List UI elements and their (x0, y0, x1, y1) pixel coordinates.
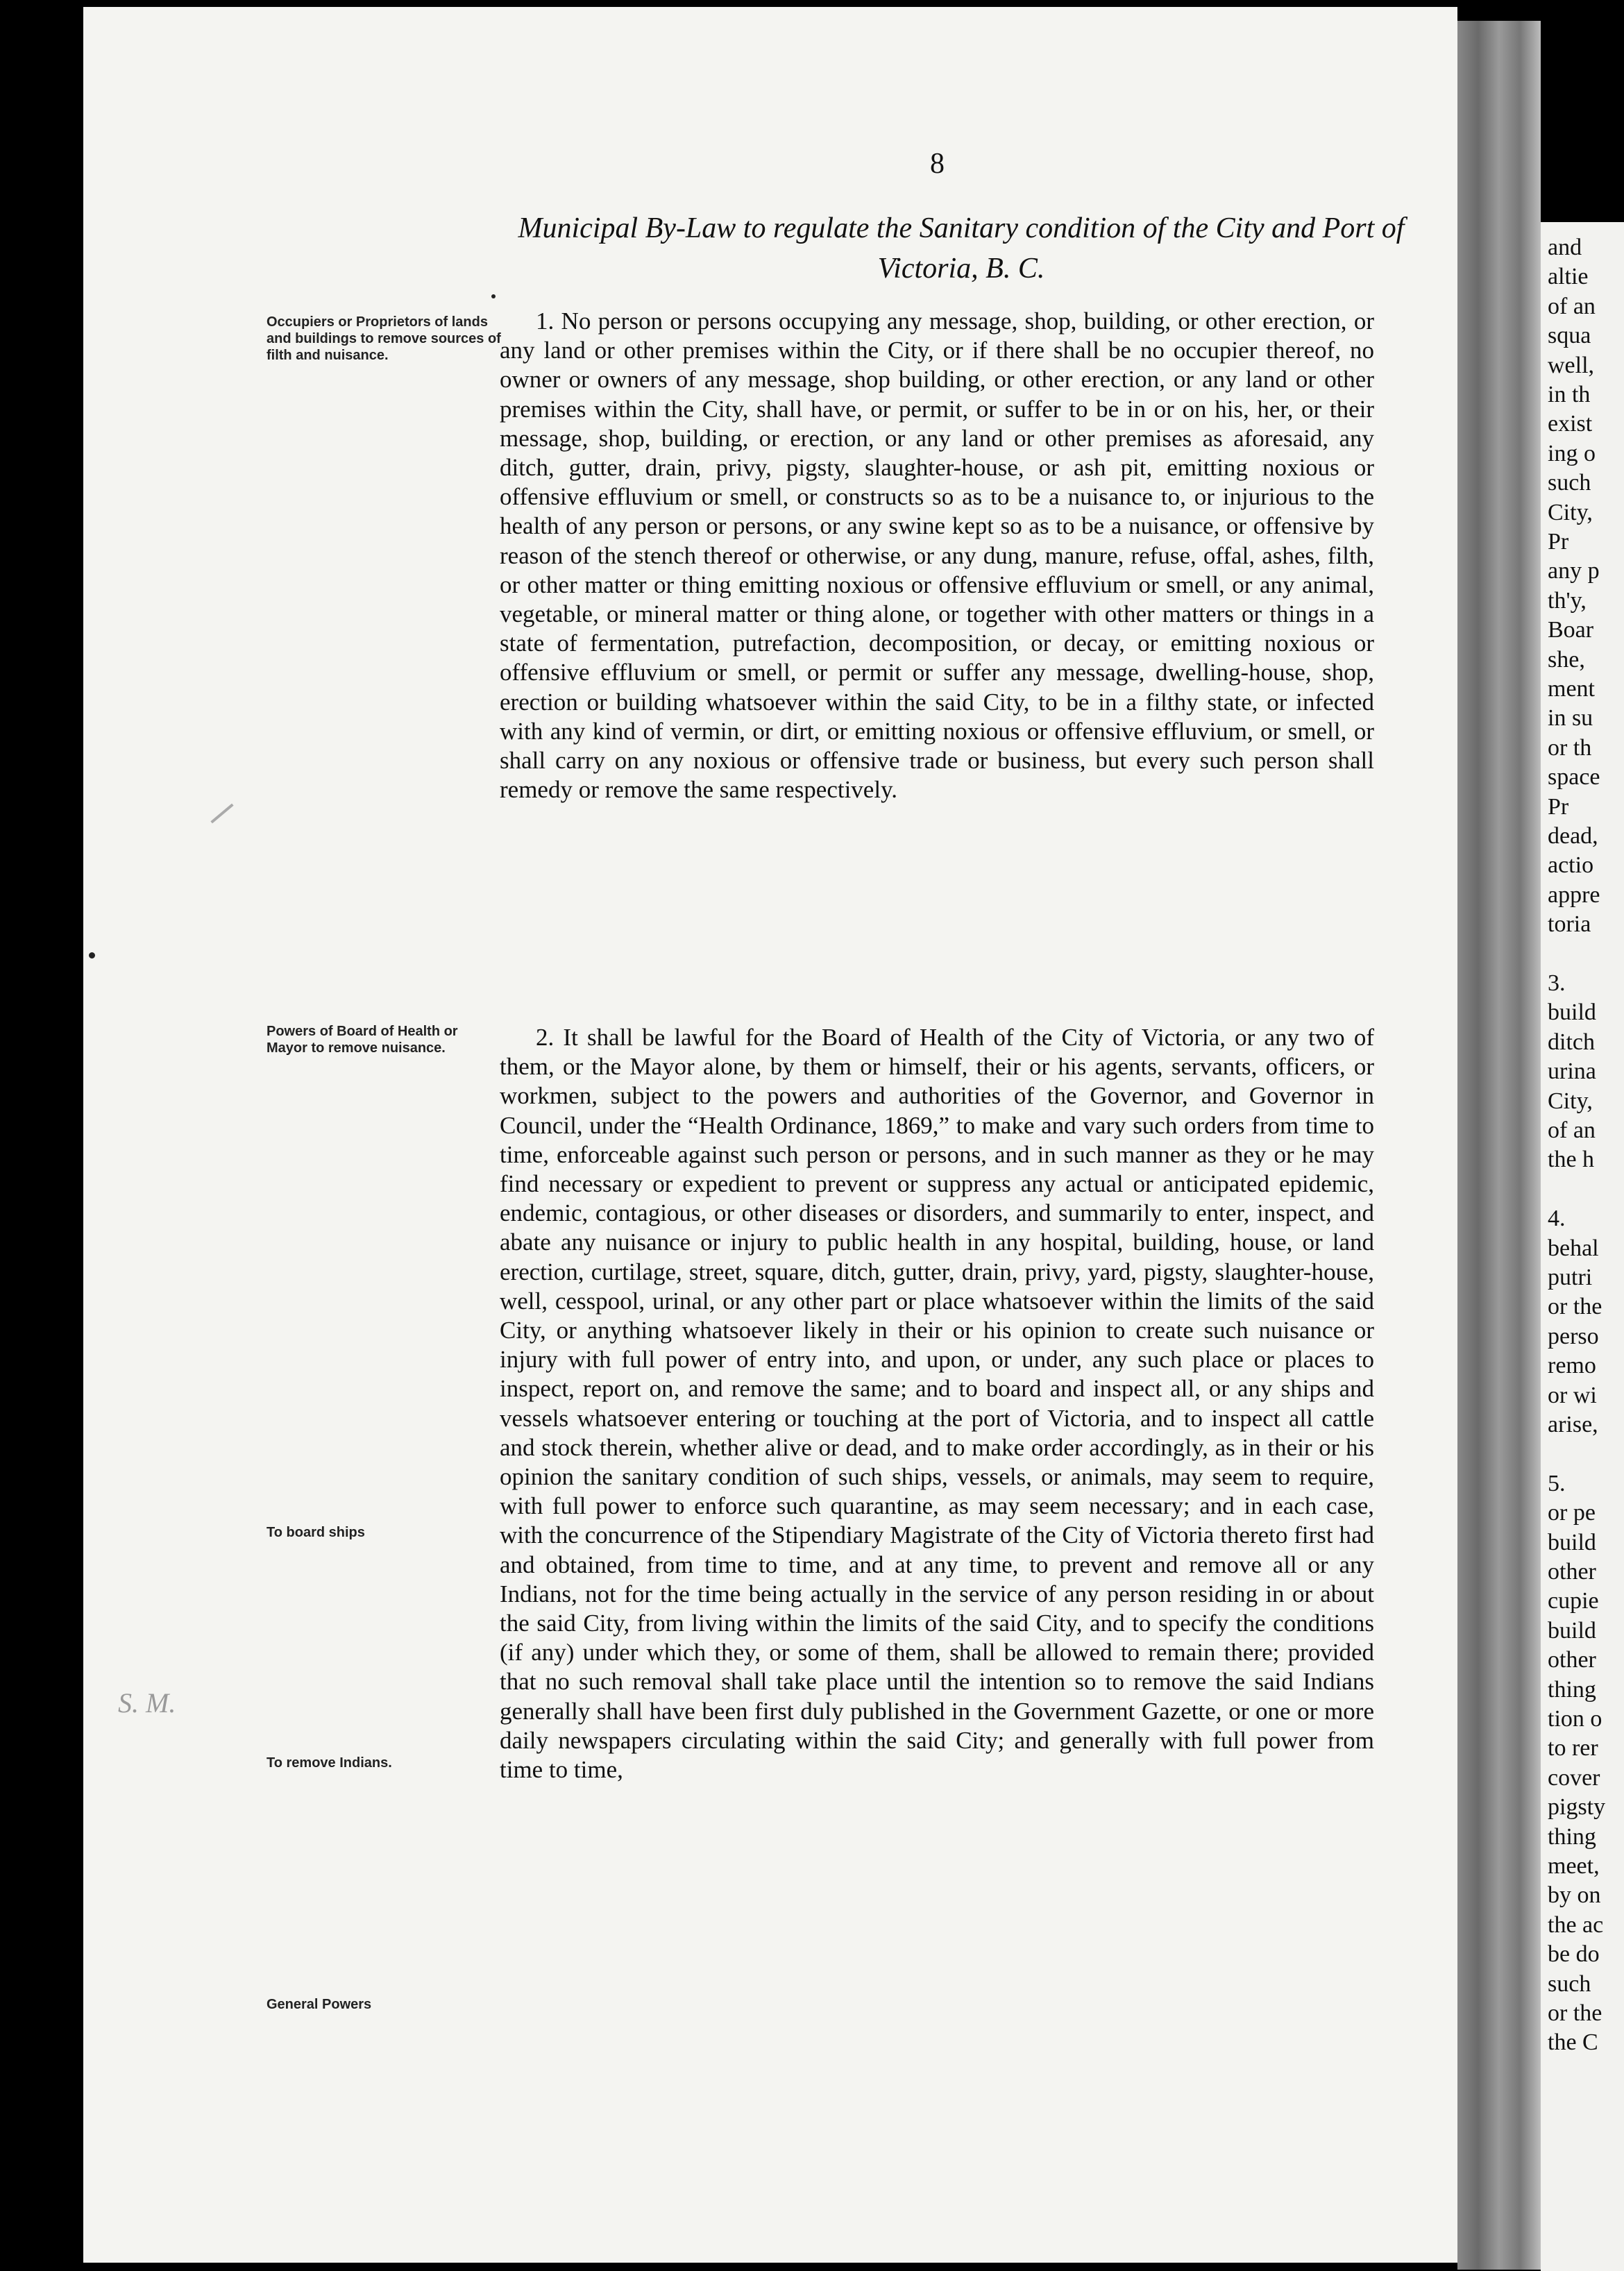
adjacent-page-line: ment (1548, 676, 1595, 702)
adjacent-page-line: arise, (1548, 1412, 1598, 1437)
adjacent-page-line: in th (1548, 382, 1591, 407)
section-2-text: 2. It shall be lawful for the Board of Health of the City of Victoria, or any two of them, or the Mayor alone, by them or himself, their or his agents, servants, officers, or workmen, subject to the powers and authorities of the Governor, and Governor in Council, under the “Health Ordinance, 1869,” to make and vary such orders from time to time, enforceable against such person or persons, and in such manner as they or he may find necessary or expedient to prevent or suppress any actual or anticipated epidemic, endemic, contagious, or other diseases or disorders, and summarily to enter, inspect, and abate any nuisance or injury to public health in any hospital, building, house, or land erection, curtilage, street, square, ditch, gutter, drain, privy, yard, pigsty, slaughter-house, well, cesspool, urinal, or any other part or place whatsoever within the limits of the said City, or anything whatsoever likely in their or his opinion to create such nuisance or injury with full power of entry into, and upon, or under, any such place or places to inspect, report on, and remove the same; and to board and inspect all, or any ships and vessels whatsoever entering or touching at the port of Victoria, and to inspect all cattle and stock therein, whether alive or dead, and to make order accordingly, as in their or his opinion the sanitary condition of such ships, vessels, or animals, may seem to require, with full power to enforce such quarantine, as may seem necessary; and in each case, with the concurrence of the Stipendiary Magistrate of the City of Victoria thereto first had and obtained, from time to time, and at any time, to prevent and remove all or any Indians, not for the time being actually in the service of any person residing in or about the said City, from living within the limits of the said City, and to specify the conditions (if any) under which they, or some of them, shall be allowed to remain there; provided that no such removal shall take place until the intention so to remove the said Indians generally shall have been first duly published in the Government Gazette, or one or more daily newspapers circulating within the said City; and generally with full power from time to time, (500, 1024, 1374, 1784)
adjacent-page-line: well, (1548, 352, 1595, 378)
adjacent-page-line: urina (1548, 1058, 1596, 1085)
adjacent-page-line: or wi (1548, 1382, 1597, 1408)
adjacent-page-line: or the (1548, 2000, 1602, 2026)
adjacent-page-line: in su (1548, 705, 1593, 732)
adjacent-page-line: meet, (1548, 1853, 1600, 1879)
adjacent-page-line: Pr (1548, 793, 1569, 820)
adjacent-page-line: such (1548, 470, 1591, 496)
adjacent-page-line: 3. (1548, 970, 1566, 996)
adjacent-page-line: dead, (1548, 823, 1598, 849)
page-title: Municipal By-Law to regulate the Sanitary condition of the City and Port of Victoria, B. C. (518, 212, 1405, 285)
adjacent-page-line: toria (1548, 911, 1591, 938)
adjacent-page-line: the C (1548, 2029, 1598, 2056)
adjacent-page-line: actio (1548, 852, 1594, 879)
ink-speck (89, 952, 95, 959)
adjacent-page-line: Boar (1548, 617, 1594, 643)
adjacent-page-line: tion o (1548, 1706, 1602, 1732)
adjacent-page-line: or th (1548, 734, 1592, 761)
adjacent-page-line: squa (1548, 323, 1591, 349)
adjacent-page-line: build (1548, 1617, 1596, 1644)
adjacent-page-line: by on (1548, 1882, 1601, 1909)
adjacent-page-line: Pr (1548, 529, 1569, 555)
adjacent-page-line: build (1548, 999, 1596, 1026)
adjacent-page-line: exist (1548, 411, 1593, 437)
margin-note-board-ships: To board ships (267, 1525, 365, 1540)
adjacent-page-line: to rer (1548, 1735, 1598, 1762)
ink-speck (491, 294, 496, 298)
margin-note-remove-indians: To remove Indians. (267, 1755, 392, 1771)
adjacent-page-line: other (1548, 1647, 1596, 1673)
margin-note-board-of-health: Powers of Board of Health or Mayor to remove nuisance. (267, 1024, 458, 1056)
adjacent-page-line: remo (1548, 1353, 1596, 1379)
adjacent-page-line: thing (1548, 1676, 1596, 1703)
adjacent-page-line: other (1548, 1559, 1596, 1585)
adjacent-page-line: be do (1548, 1941, 1600, 1968)
pencil-annotation: S. M. (118, 1687, 176, 1719)
adjacent-page-line: of an (1548, 293, 1596, 319)
book-spine-shadow (1457, 21, 1541, 2270)
adjacent-page-line: th'y, (1548, 587, 1587, 614)
adjacent-page-line: altie (1548, 264, 1589, 290)
adjacent-page-line: the h (1548, 1147, 1595, 1173)
adjacent-page-line: and (1548, 235, 1582, 260)
adjacent-page-line: perso (1548, 1323, 1599, 1349)
adjacent-page-line: any p (1548, 558, 1600, 584)
adjacent-page-line: 4. (1548, 1206, 1566, 1232)
adjacent-page-line: pigsty (1548, 1794, 1606, 1821)
adjacent-page-line: of an (1548, 1117, 1596, 1143)
adjacent-page-line: or pe (1548, 1500, 1596, 1526)
adjacent-page-line: cupie (1548, 1588, 1599, 1614)
adjacent-page-line: ditch (1548, 1029, 1595, 1055)
adjacent-page-line: City, (1548, 1088, 1593, 1114)
margin-note-general-powers: General Powers (267, 1997, 372, 2012)
margin-note-occupiers: Occupiers or Proprietors of lands and buildings to remove sources of filth and nuisance. (267, 314, 501, 363)
adjacent-page-line: the ac (1548, 1911, 1604, 1938)
adjacent-page-line: such (1548, 1970, 1591, 1997)
adjacent-page-line: or the (1548, 1294, 1602, 1320)
adjacent-page-line: 5. (1548, 1470, 1566, 1496)
adjacent-page-line: cover (1548, 1764, 1600, 1791)
adjacent-page-edge (1541, 222, 1624, 2271)
adjacent-page-line: City, (1548, 499, 1593, 525)
adjacent-page-line: behal (1548, 1235, 1599, 1261)
adjacent-page-line: space (1548, 764, 1600, 791)
adjacent-page-line: appre (1548, 881, 1600, 908)
adjacent-page-line: putri (1548, 1265, 1593, 1290)
page-number: 8 (930, 148, 945, 180)
adjacent-page-line: she, (1548, 646, 1585, 673)
adjacent-page-line: ing o (1548, 440, 1596, 466)
section-1-text: 1. No person or persons occupying any message, shop, building, or other erection, or any land or other premises within the City, or if there shall be no occupier thereof, no owner or owners of any message, shop building, or other erection, or any land or other premises within the City, shall have, or permit, or suffer to be in or on his, her, or their message, shop, building, or erection, or any land or other premises as aforesaid, any ditch, gutter, drain, privy, pigsty, slaughter-house, or ash pit, emitting noxious or offensive effluvium or smell, or constructs so as to be a nuisance to, or injurious to the health of any person or persons, or any swine kept so as to be a nuisance, or offensive by reason of the stench thereof or otherwise, or any dung, manure, refuse, offal, ashes, filth, or other matter or thing emitting noxious or offensive effluvium or smell, or any animal, vegetable, or mineral matter or thing alone, or together with other matters or things in a state of fermentation, putrefaction, decomposition, or decay, or emitting noxious or offensive effluvium or smell, or permit or suffer any message, dwelling-house, shop, erection or building whatsoever within the said City, to be in a filthy state, or infected with any kind of vermin, or dirt, or emitting noxious or offensive effluvium, or smell, or shall carry on any noxious or offensive trade or business, but every such person shall remedy or remove the same respectively. (500, 307, 1374, 804)
adjacent-page-line: build (1548, 1529, 1596, 1555)
adjacent-page-line: thing (1548, 1823, 1596, 1850)
